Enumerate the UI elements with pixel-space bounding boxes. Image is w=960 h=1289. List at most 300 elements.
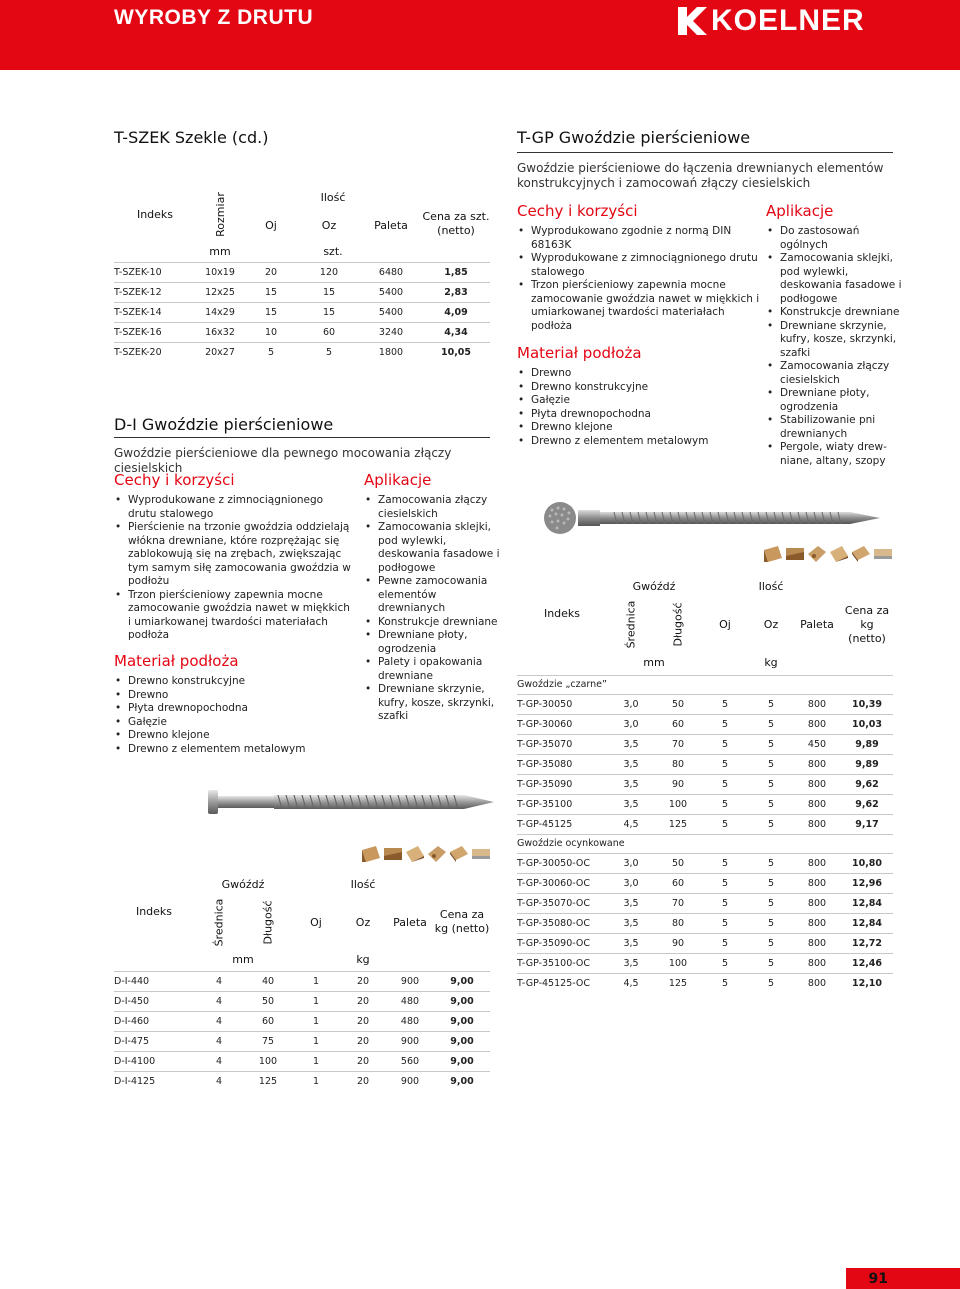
table-cell: 450: [793, 734, 841, 754]
table-cell: 5: [749, 933, 793, 953]
application-item: • Stabilizowanie pni drewnianych: [780, 414, 904, 441]
table-cell: 60: [655, 714, 701, 734]
col-oj: Oj: [265, 218, 277, 232]
table-cell: 5: [749, 754, 793, 774]
tgp-material-icons: [764, 546, 892, 562]
table-cell: 9,62: [841, 774, 893, 794]
table-cell: D-I-460: [114, 1011, 194, 1031]
col-ilosc: Ilość: [758, 579, 784, 593]
table-cell: 3,5: [607, 794, 655, 814]
timber-icon: [786, 546, 804, 562]
table-row: [517, 714, 893, 734]
table-row: [517, 694, 893, 714]
table-cell: 15: [244, 302, 298, 322]
table-cell: T-GP-30050: [517, 694, 607, 714]
tgp-table: [517, 575, 893, 993]
table-cell: 4: [194, 971, 244, 991]
application-item: • Drewniane płoty, ogrodzenia: [378, 629, 502, 656]
table-cell: 9,17: [841, 814, 893, 834]
material-item: • Drewno konstrukcyjne: [128, 675, 353, 689]
col-gwozdz: Gwóźdź: [632, 579, 676, 593]
table-cell: 5: [701, 953, 749, 973]
table-cell: 800: [793, 953, 841, 973]
table-cell: T-GP-35070-OC: [517, 893, 607, 913]
table-cell: 900: [386, 971, 434, 991]
table-cell: 80: [655, 913, 701, 933]
table-cell: T-SZEK-16: [114, 322, 196, 342]
table-row: [114, 282, 490, 302]
feature-item: • Pierścienie na trzonie gwoździa oddzielają włókna drewniane, które rozprężając się zablokowują się na zrębach, zwiększając tym samym siłę zamocowania gwoździa w podłożu: [128, 521, 353, 589]
table-cell: 12,96: [841, 873, 893, 893]
unit-szt: szt.: [323, 245, 343, 259]
table-cell: 3,5: [607, 754, 655, 774]
table-cell: 4: [194, 1071, 244, 1091]
table-cell: D-I-475: [114, 1031, 194, 1051]
table-cell: 90: [655, 933, 701, 953]
material-item: • Płyta drewnopochodna: [531, 408, 761, 422]
application-item: • Drewniane płoty, ogrodzenia: [780, 387, 904, 414]
branch-icon: [808, 546, 826, 562]
table-cell: 9,00: [434, 1011, 490, 1031]
table-cell: 1: [292, 1011, 340, 1031]
table-cell: 9,00: [434, 1031, 490, 1051]
unit-mm: mm: [232, 953, 254, 967]
col-oj: Oj: [310, 915, 322, 929]
col-ilosc: Ilość: [320, 190, 346, 204]
page-number-text: 91: [868, 1271, 888, 1287]
table-cell: 5: [749, 794, 793, 814]
table-cell: T-SZEK-12: [114, 282, 196, 302]
table-row: [114, 1031, 490, 1051]
table-cell: T-SZEK-20: [114, 342, 196, 362]
table-cell: 6480: [360, 262, 422, 282]
table-cell: 5: [749, 814, 793, 834]
application-item: • Pewne zamocowania elementów drewnianych: [378, 575, 502, 616]
table-cell: 80: [655, 754, 701, 774]
application-item: • Pergole, wiaty drew-niane, altany, szopy: [780, 441, 904, 468]
material-item: • Drewno: [128, 689, 353, 703]
unit-kg: kg: [356, 953, 370, 967]
di-title: D-I Gwoździe pierścieniowe: [114, 415, 334, 434]
table-cell: 125: [655, 814, 701, 834]
table-cell: 20: [340, 1011, 386, 1031]
di-nail-image: [206, 788, 496, 820]
col-cena: Cena za kg (netto): [434, 907, 490, 935]
table-cell: 800: [793, 794, 841, 814]
table-cell: 12,84: [841, 913, 893, 933]
col-srednica: Średnica: [624, 600, 638, 648]
table-row: [114, 1071, 490, 1091]
table-cell: 5: [701, 694, 749, 714]
table-row: [517, 893, 893, 913]
table-row: [114, 991, 490, 1011]
table-cell: 12,10: [841, 973, 893, 993]
table-cell: 800: [793, 714, 841, 734]
table-row: [517, 953, 893, 973]
table-cell: 12,84: [841, 893, 893, 913]
col-oz: Oz: [763, 617, 779, 631]
table-row: [517, 973, 893, 993]
table-cell: 70: [655, 893, 701, 913]
table-cell: 5: [749, 714, 793, 734]
table-cell: 560: [386, 1051, 434, 1071]
feature-item: • Wyprodukowane z zimnociągnionego drutu stalowego: [531, 252, 761, 279]
application-item: • Zamocowania złączy ciesielskich: [780, 360, 904, 387]
table-cell: 9,00: [434, 991, 490, 1011]
tgp-lead: Gwoździe pierścieniowe do łączenia drewnianych elementów konstrukcyjnych i zamocowań złączy ciesielskich: [517, 161, 884, 190]
table-cell: 4: [194, 1051, 244, 1071]
table-cell: T-GP-45125: [517, 814, 607, 834]
material-item: • Drewno: [531, 367, 761, 381]
table-cell: 5: [749, 953, 793, 973]
table-cell: 900: [386, 1071, 434, 1091]
tgp-features-list: [517, 225, 761, 333]
table-cell: 12x25: [196, 282, 244, 302]
col-indeks: Indeks: [543, 606, 581, 620]
table-cell: 5: [749, 694, 793, 714]
table-cell: 800: [793, 893, 841, 913]
table-cell: 1: [292, 991, 340, 1011]
di-apps-list: [364, 494, 502, 724]
material-item: • Gałęzie: [531, 394, 761, 408]
material-item: • Drewno z elementem metalowym: [531, 435, 761, 449]
tgp-divider: [517, 152, 893, 153]
table-cell: T-GP-30050-OC: [517, 853, 607, 873]
table-cell: 5: [749, 853, 793, 873]
table-row: [114, 322, 490, 342]
table-cell: 4,5: [607, 973, 655, 993]
group-header-row: [517, 675, 893, 694]
material-item: • Drewno klejone: [531, 421, 761, 435]
table-cell: 5: [244, 342, 298, 362]
brand-name: KOELNER: [711, 4, 865, 37]
wood-metal-icon: [472, 846, 490, 862]
col-oz: Oz: [355, 915, 371, 929]
group-label: Gwoździe ocynkowane: [517, 834, 893, 853]
table-row: [114, 1051, 490, 1071]
table-cell: 900: [386, 1031, 434, 1051]
feature-item: • Trzon pierścieniowy zapewnia mocne zamocowanie gwoździa nawet w miękkich i umiarkowanej twardości materiałach podłoża: [128, 589, 353, 643]
brand-k-icon: [676, 5, 708, 37]
col-srednica: Średnica: [212, 898, 226, 946]
table-cell: 4: [194, 1031, 244, 1051]
table-cell: T-GP-45125-OC: [517, 973, 607, 993]
table-cell: 5: [701, 714, 749, 734]
table-cell: 100: [655, 953, 701, 973]
table-cell: 4: [194, 1011, 244, 1031]
board-icon: [830, 546, 848, 562]
table-cell: 5: [701, 933, 749, 953]
application-item: • Zamocowania sklejki, pod wylewki, deskowania fasadowe i podłogowe: [780, 252, 904, 306]
table-cell: 12,72: [841, 933, 893, 953]
table-cell: 16x32: [196, 322, 244, 342]
table-cell: 50: [655, 853, 701, 873]
table-cell: 90: [655, 774, 701, 794]
table-row: [517, 853, 893, 873]
table-cell: 3,5: [607, 913, 655, 933]
table-cell: 3240: [360, 322, 422, 342]
group-label: Gwoździe „czarne”: [517, 675, 893, 694]
table-cell: 5: [298, 342, 360, 362]
col-paleta: Paleta: [374, 218, 408, 232]
col-cena: Cena za kg (netto): [844, 603, 890, 645]
table-row: [114, 342, 490, 362]
table-cell: 4,09: [422, 302, 490, 322]
table-cell: 5: [749, 734, 793, 754]
table-cell: 20: [340, 1051, 386, 1071]
tgp-apps-title: Aplikacje: [766, 202, 834, 220]
table-cell: 3,5: [607, 734, 655, 754]
table-cell: 800: [793, 814, 841, 834]
table-row: [114, 1011, 490, 1031]
tszek-table: [114, 186, 490, 362]
table-cell: 5: [749, 973, 793, 993]
tgp-materials-list: [517, 367, 761, 448]
table-cell: 5: [701, 774, 749, 794]
material-item: • Drewno klejone: [128, 729, 353, 743]
table-cell: 9,89: [841, 754, 893, 774]
table-cell: 800: [793, 754, 841, 774]
table-cell: 20x27: [196, 342, 244, 362]
col-paleta: Paleta: [800, 617, 834, 631]
table-row: [517, 814, 893, 834]
application-item: • Zamocowania złączy ciesielskich: [378, 494, 502, 521]
table-cell: T-GP-35080-OC: [517, 913, 607, 933]
group-header-row: [517, 834, 893, 853]
table-row: [517, 794, 893, 814]
table-cell: T-GP-35090: [517, 774, 607, 794]
table-row: [517, 873, 893, 893]
table-cell: D-I-4100: [114, 1051, 194, 1071]
table-cell: 15: [244, 282, 298, 302]
branch-icon: [428, 846, 446, 862]
col-ilosc: Ilość: [350, 877, 376, 891]
table-row: [114, 302, 490, 322]
table-cell: 3,0: [607, 694, 655, 714]
material-item: • Drewno z elementem metalowym: [128, 743, 353, 757]
material-item: • Gałęzie: [128, 716, 353, 730]
application-item: • Konstrukcje drewniane: [378, 616, 502, 630]
table-row: [517, 754, 893, 774]
table-cell: 480: [386, 1011, 434, 1031]
table-cell: 10,03: [841, 714, 893, 734]
feature-item: • Trzon pierścieniowy zapewnia mocne zamocowanie gwoździa nawet w miękkich i umiarkowanej twardości materiałach podłoża: [531, 279, 761, 333]
table-cell: 5: [701, 913, 749, 933]
feature-item: • Wyprodukowane z zimnociągnionego drutu stalowego: [128, 494, 353, 521]
table-cell: 5: [701, 754, 749, 774]
table-cell: T-GP-30060-OC: [517, 873, 607, 893]
table-cell: 4: [194, 991, 244, 1011]
col-gwozdz: Gwóźdź: [221, 877, 265, 891]
board-icon: [406, 846, 424, 862]
table-cell: 1800: [360, 342, 422, 362]
table-cell: 5: [701, 973, 749, 993]
unit-kg: kg: [764, 656, 778, 670]
table-row: [517, 774, 893, 794]
table-cell: D-I-4125: [114, 1071, 194, 1091]
table-cell: 9,00: [434, 1051, 490, 1071]
col-oj: Oj: [719, 617, 731, 631]
table-cell: 15: [298, 282, 360, 302]
material-item: • Płyta drewnopochodna: [128, 702, 353, 716]
col-oz: Oz: [321, 218, 337, 232]
application-item: • Konstrukcje drewniane: [780, 306, 904, 320]
application-item: • Palety i opakowania drewniane: [378, 656, 502, 683]
table-cell: 800: [793, 913, 841, 933]
table-cell: 5: [701, 814, 749, 834]
table-cell: 5: [749, 774, 793, 794]
di-features-list: [114, 494, 353, 643]
table-cell: 5: [701, 853, 749, 873]
table-cell: 3,0: [607, 873, 655, 893]
di-divider: [114, 437, 490, 438]
table-cell: 1: [292, 1031, 340, 1051]
table-cell: 10x19: [196, 262, 244, 282]
application-item: • Drewniane skrzynie, kufry, kosze, skrzynki, szafki: [780, 320, 904, 361]
table-cell: 20: [244, 262, 298, 282]
di-table: [114, 873, 490, 1091]
application-item: • Zamocowania sklejki, pod wylewki, deskowania fasadowe i podłogowe: [378, 521, 502, 575]
table-cell: 100: [244, 1051, 292, 1071]
table-cell: 800: [793, 694, 841, 714]
table-cell: 70: [655, 734, 701, 754]
table-cell: 3,5: [607, 893, 655, 913]
table-row: [114, 971, 490, 991]
table-cell: 20: [340, 991, 386, 1011]
table-cell: 60: [244, 1011, 292, 1031]
table-cell: 50: [655, 694, 701, 714]
application-item: • Do zastosowań ogólnych: [780, 225, 904, 252]
table-cell: 4,5: [607, 814, 655, 834]
table-cell: 10,05: [422, 342, 490, 362]
material-item: • Drewno konstrukcyjne: [531, 381, 761, 395]
table-cell: 125: [655, 973, 701, 993]
table-cell: T-GP-35090-OC: [517, 933, 607, 953]
wood-icon: [362, 846, 380, 862]
table-cell: 5: [701, 873, 749, 893]
table-cell: 5: [701, 893, 749, 913]
header-bar: [0, 0, 960, 70]
di-material-icons: [362, 846, 490, 862]
wood-metal-icon: [874, 546, 892, 562]
table-cell: T-GP-35100: [517, 794, 607, 814]
table-cell: D-I-450: [114, 991, 194, 1011]
col-cena: Cena za szt. (netto): [422, 209, 490, 237]
table-cell: 800: [793, 774, 841, 794]
table-cell: 9,62: [841, 794, 893, 814]
table-cell: T-GP-35070: [517, 734, 607, 754]
tgp-nail-image: [542, 500, 882, 540]
header-title: WYROBY Z DRUTU: [114, 6, 314, 29]
brand-logo: [676, 5, 865, 37]
table-cell: 5: [701, 794, 749, 814]
table-cell: 10,39: [841, 694, 893, 714]
table-cell: 20: [340, 971, 386, 991]
table-cell: 5: [701, 734, 749, 754]
tgp-title: T-GP Gwoździe pierścieniowe: [517, 128, 751, 147]
table-cell: 9,89: [841, 734, 893, 754]
table-cell: 14x29: [196, 302, 244, 322]
tszek-title: T-SZEK Szekle (cd.): [114, 128, 269, 147]
table-row: [517, 913, 893, 933]
di-features-title: Cechy i korzyści: [114, 471, 235, 489]
di-material-title: Materiał podłoża: [114, 652, 239, 670]
table-cell: D-I-440: [114, 971, 194, 991]
table-cell: 40: [244, 971, 292, 991]
table-cell: 3,5: [607, 953, 655, 973]
table-cell: 100: [655, 794, 701, 814]
table-cell: 3,0: [607, 853, 655, 873]
glued-wood-icon: [852, 546, 870, 562]
timber-icon: [384, 846, 402, 862]
table-cell: T-SZEK-14: [114, 302, 196, 322]
table-cell: 800: [793, 973, 841, 993]
table-cell: 60: [298, 322, 360, 342]
table-cell: 9,00: [434, 1071, 490, 1091]
table-row: [114, 262, 490, 282]
tgp-material-title: Materiał podłoża: [517, 344, 642, 362]
table-cell: T-SZEK-10: [114, 262, 196, 282]
table-cell: 1: [292, 1051, 340, 1071]
table-cell: 20: [340, 1071, 386, 1091]
table-cell: 3,5: [607, 774, 655, 794]
table-cell: 480: [386, 991, 434, 1011]
table-cell: 75: [244, 1031, 292, 1051]
table-cell: 15: [298, 302, 360, 322]
table-cell: 125: [244, 1071, 292, 1091]
table-cell: 1,85: [422, 262, 490, 282]
di-materials-list: [114, 675, 353, 756]
unit-mm: mm: [643, 656, 665, 670]
table-cell: T-GP-30060: [517, 714, 607, 734]
table-row: [517, 933, 893, 953]
table-cell: 5400: [360, 302, 422, 322]
tgp-apps-list: [766, 225, 904, 468]
di-lead: Gwoździe pierścieniowe dla pewnego mocowania złączy ciesielskich: [114, 446, 452, 475]
table-cell: 3,5: [607, 933, 655, 953]
table-cell: 5: [749, 913, 793, 933]
table-cell: 2,83: [422, 282, 490, 302]
col-rozmiar: Rozmiar: [213, 191, 227, 237]
table-cell: 5: [749, 893, 793, 913]
table-cell: 800: [793, 873, 841, 893]
col-dlugosc: Długość: [671, 601, 685, 647]
glued-wood-icon: [450, 846, 468, 862]
table-cell: 20: [340, 1031, 386, 1051]
col-dlugosc: Długość: [261, 899, 275, 945]
table-cell: 10: [244, 322, 298, 342]
table-cell: 5400: [360, 282, 422, 302]
table-cell: 5: [749, 873, 793, 893]
table-cell: 10,80: [841, 853, 893, 873]
table-cell: 4,34: [422, 322, 490, 342]
table-row: [517, 734, 893, 754]
table-cell: 50: [244, 991, 292, 1011]
feature-item: • Wyprodukowano zgodnie z normą DIN 68163K: [531, 225, 761, 252]
application-item: • Drewniane skrzynie, kufry, kosze, skrzynki, szafki: [378, 683, 502, 724]
table-cell: T-GP-35080: [517, 754, 607, 774]
col-paleta: Paleta: [393, 915, 427, 929]
table-cell: T-GP-35100-OC: [517, 953, 607, 973]
col-indeks: Indeks: [136, 207, 174, 221]
table-cell: 800: [793, 853, 841, 873]
table-cell: 120: [298, 262, 360, 282]
table-cell: 1: [292, 971, 340, 991]
table-cell: 3,0: [607, 714, 655, 734]
table-cell: 1: [292, 1071, 340, 1091]
col-indeks: Indeks: [135, 904, 173, 918]
wood-icon: [764, 546, 782, 562]
